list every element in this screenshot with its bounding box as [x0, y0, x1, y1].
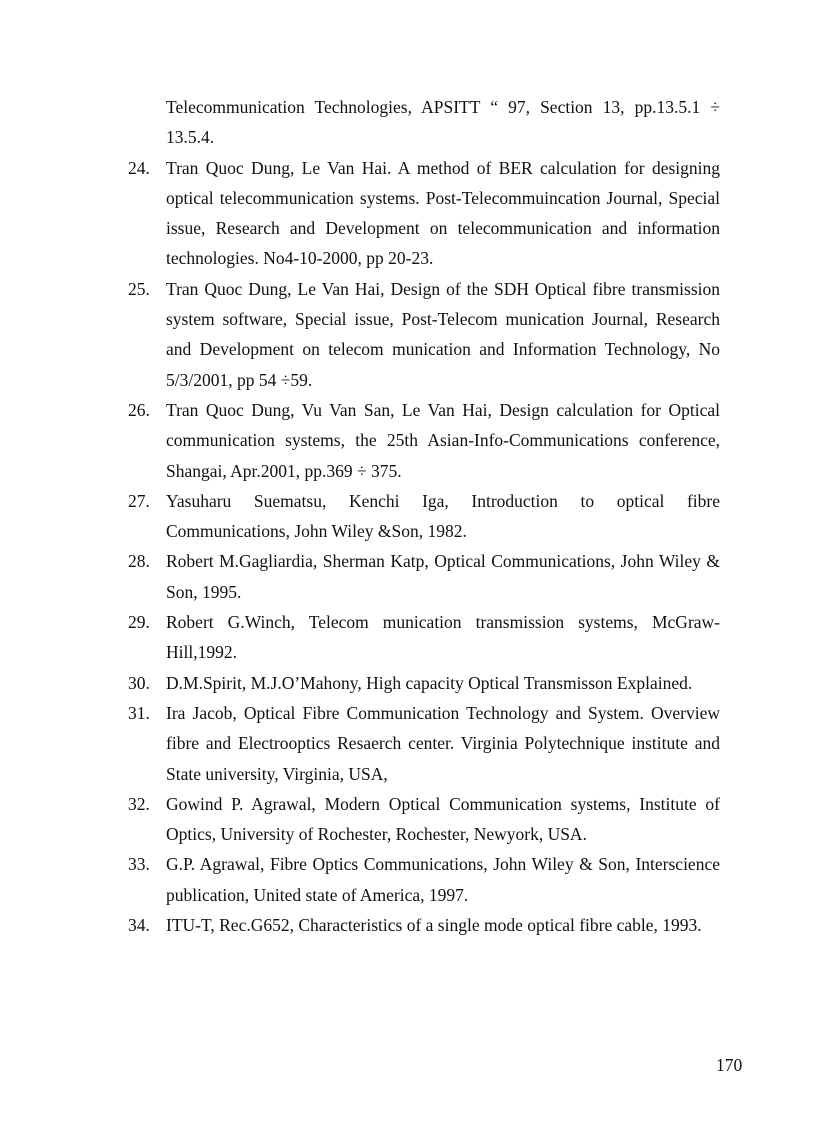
reference-number: 32.: [128, 793, 150, 814]
reference-list: [128, 92, 720, 940]
reference-continued-text: Telecommunication Technologies, APSITT “ 97, Section 13, pp.13.5.1 ÷ 13.5.4.: [166, 97, 720, 148]
reference-34: [128, 910, 720, 940]
reference-28: [128, 546, 720, 607]
reference-text: G.P. Agrawal, Fibre Optics Communications, John Wiley & Son, Interscience publication, United state of America, 1997.: [166, 854, 720, 905]
reference-24: [128, 153, 720, 274]
reference-number: 24.: [128, 157, 150, 178]
reference-text: Tran Quoc Dung, Vu Van San, Le Van Hai, Design calculation for Optical communication systems, the 25th Asian-Info-Communications conference, Shangai, Apr.2001, pp.369 ÷ 375.: [166, 399, 720, 481]
reference-continued: [128, 92, 720, 153]
reference-27: [128, 486, 720, 547]
reference-number: 25.: [128, 278, 150, 299]
reference-text: Tran Quoc Dung, Le Van Hai, Design of the SDH Optical fibre transmission system software, Special issue, Post-Telecom munication Journal, Research and Development on telecom munication and Information Technology, No 5/3/2001, pp 54 ÷59.: [166, 278, 720, 390]
reference-25: [128, 274, 720, 395]
reference-text: Robert G.Winch, Telecom munication transmission systems, McGraw-Hill,1992.: [166, 612, 720, 663]
reference-number: 29.: [128, 612, 150, 633]
reference-30: [128, 668, 720, 698]
reference-text: D.M.Spirit, M.J.O’Mahony, High capacity Optical Transmisson Explained.: [166, 672, 693, 693]
page-number: 170: [716, 1055, 743, 1075]
reference-number: 31.: [128, 702, 150, 723]
reference-number: 26.: [128, 399, 150, 420]
reference-26: [128, 395, 720, 486]
reference-number: 27.: [128, 490, 150, 511]
reference-number: 28.: [128, 551, 150, 572]
reference-33: [128, 849, 720, 910]
reference-text: Yasuharu Suematsu, Kenchi Iga, Introduction to optical fibre Communications, John Wiley &Son, 1982.: [166, 490, 720, 542]
reference-text: ITU-T, Rec.G652, Characteristics of a single mode optical fibre cable, 1993.: [166, 915, 702, 936]
reference-text: Gowind P. Agrawal, Modern Optical Communication systems, Institute of Optics, University of Rochester, Rochester, Newyork, USA.: [166, 793, 720, 845]
reference-29: [128, 607, 720, 668]
reference-text: Tran Quoc Dung, Le Van Hai. A method of BER calculation for designing optical telecommunication systems. Post-Telecommuincation Journal, Special issue, Research and Development on telecommunication and information technologies. No4-10-2000, pp 20-23.: [166, 157, 720, 269]
reference-text: Ira Jacob, Optical Fibre Communication Technology and System. Overview fibre and Electrooptics Resaerch center. Virginia Polytechnique institute and State university, Virginia, USA,: [166, 702, 720, 784]
reference-number: 30.: [128, 672, 150, 693]
reference-31: [128, 698, 720, 789]
reference-number: 33.: [128, 854, 150, 875]
reference-32: [128, 789, 720, 850]
reference-number: 34.: [128, 915, 150, 936]
reference-text: Robert M.Gagliardia, Sherman Katp, Optical Communications, John Wiley & Son, 1995.: [166, 551, 720, 602]
